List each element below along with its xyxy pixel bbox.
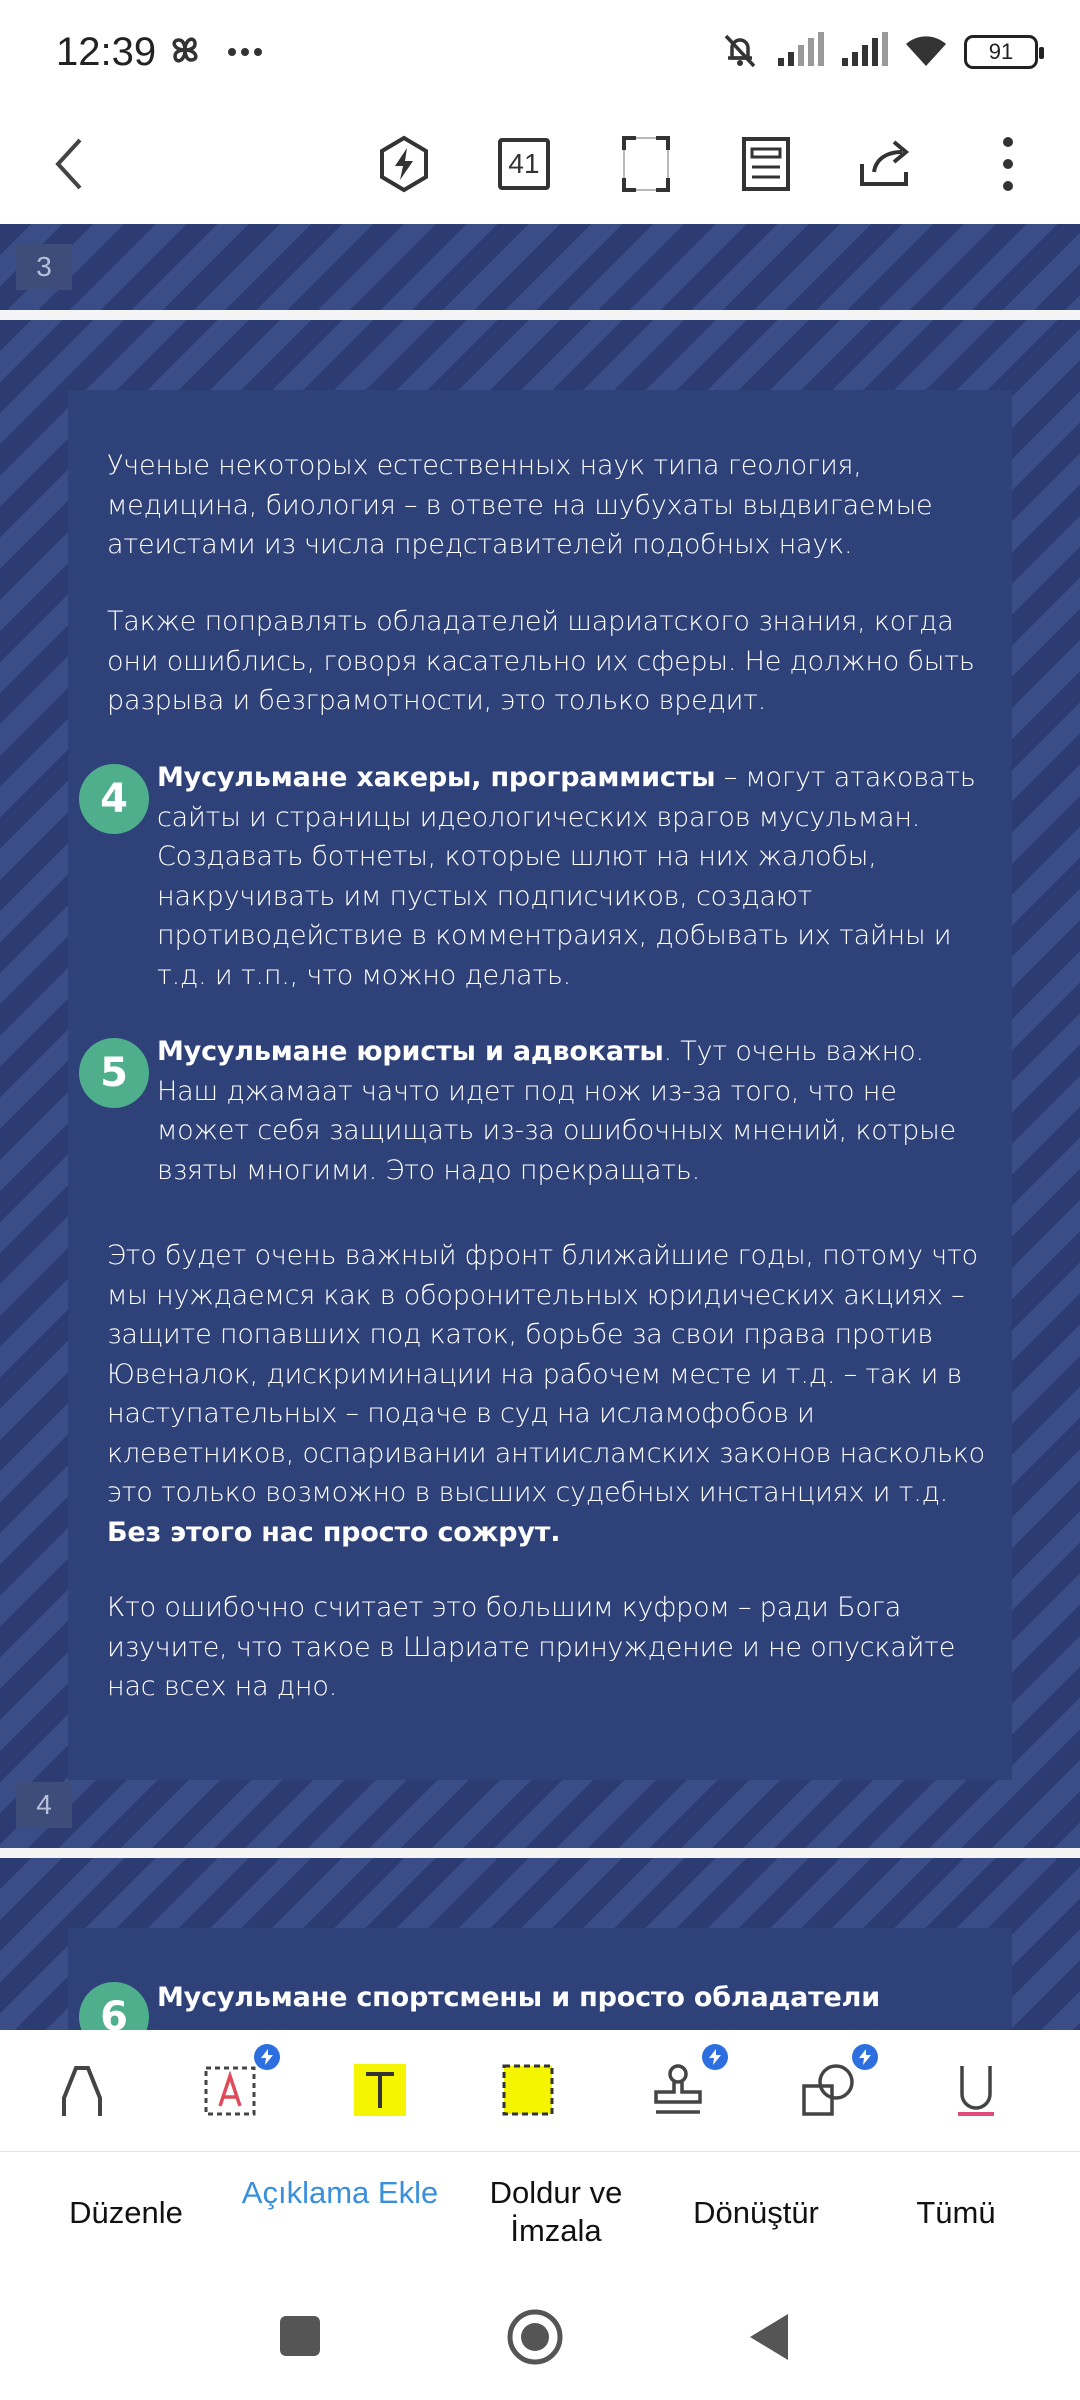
item-lawyers-title: Мусульмане юристы и адвокаты [157, 1036, 664, 1067]
underline-icon [946, 2060, 1006, 2120]
pen-tool-button[interactable] [42, 2050, 122, 2130]
item-hackers [157, 758, 987, 995]
page-separator [0, 310, 1080, 320]
page-4-number: 4 [16, 1782, 72, 1828]
back-button[interactable] [34, 128, 106, 200]
top-toolbar [0, 108, 1080, 224]
more-options-button[interactable] [972, 128, 1044, 200]
fullscreen-icon [620, 134, 672, 194]
tab-edit[interactable]: Düzenle [69, 2195, 183, 2230]
item-hackers-text: – могут атаковать сайты и страницы идеологических врагов мусульман. Создавать ботнеты, которые шлют на них жалобы, накручивать им пустых подписчиков, создают противодействие в комментраиях, добывать их тайны и т.д. и т.п., что можно делать. [157, 762, 976, 991]
item-number-6: 6 [79, 1982, 149, 2030]
fullscreen-button[interactable] [610, 128, 682, 200]
area-highlight-tool-button[interactable] [488, 2050, 568, 2130]
signal-2-icon [840, 32, 888, 72]
item-lawyers [157, 1032, 987, 1190]
status-time: 12:39 [56, 30, 157, 74]
pro-badge-icon [702, 2044, 728, 2070]
typewriter-icon [350, 2060, 410, 2120]
paragraph-kufr: Кто ошибочно считает это большим куфром – ради Бога изучите, что такое в Шариате принуждение и не опускайте нас всех на дно. [107, 1592, 956, 1702]
stamp-icon [648, 2060, 708, 2120]
stamp-tool-button[interactable] [638, 2050, 718, 2130]
home-button[interactable] [506, 2308, 564, 2370]
status-bar [0, 0, 1080, 108]
battery-level: 91 [988, 39, 1014, 64]
pro-badge-icon [254, 2044, 280, 2070]
paragraph-scientists: Ученые некоторых естественных наук типа геология, медицина, биология – в ответе на шубухаты выдвигаемые атеистами из числа представителей подобных наук. [107, 450, 933, 560]
tab-fill-sign[interactable]: Doldur ve İmzala [489, 2175, 623, 2248]
pinwheel-icon [165, 30, 205, 74]
wifi-icon [904, 32, 948, 72]
shapes-tool-button[interactable] [788, 2050, 868, 2130]
bottom-tab-bar [0, 2152, 1080, 2292]
item-hackers-title: Мусульмане хакеры, программисты [157, 762, 716, 793]
paragraph-correction: Также поправлять обладателей шариатского знания, когда они ошиблись, говоря касательно их сферы. Не должно быть разрыва и безграмотности, это только вредит. [107, 606, 975, 716]
battery-indicator [964, 35, 1038, 69]
share-icon [856, 138, 916, 190]
paragraph-front-bold: Без этого нас просто сожрут. [107, 1516, 561, 1548]
lightning-hexagon-icon [374, 134, 434, 194]
tab-all[interactable]: Tümü [916, 2195, 996, 2230]
quick-action-button[interactable] [368, 128, 440, 200]
system-back-button[interactable] [748, 2312, 790, 2366]
document-viewer[interactable] [0, 224, 1080, 2030]
triangle-back-icon [748, 2312, 790, 2362]
page-3-number: 3 [16, 244, 72, 290]
more-vertical-icon [1000, 136, 1016, 192]
area-highlight-icon [498, 2060, 558, 2120]
pro-badge-icon [852, 2044, 878, 2070]
share-button[interactable] [850, 128, 922, 200]
chevron-left-icon [50, 136, 90, 192]
signal-1-icon [776, 32, 824, 72]
text-box-tool-button[interactable] [190, 2050, 270, 2130]
shapes-icon [798, 2060, 858, 2120]
item-lawyers-text: . Тут очень важно. Наш джамаат чачто идет под нож из-за того, что не может себя защищать из-за ошибочных мнений, котрые взяты многими. Это надо прекращать. [157, 1036, 956, 1186]
item-athletes [157, 1978, 987, 2018]
item-athletes-title: Мусульмане спортсмены и просто обладатели [157, 1982, 880, 2013]
page-count-button[interactable] [488, 128, 560, 200]
square-icon [278, 2314, 322, 2358]
paragraph-front [107, 1236, 987, 1552]
mute-bell-icon [720, 30, 760, 74]
text-box-icon [200, 2060, 260, 2120]
annotation-toolbar [0, 2030, 1080, 2152]
paragraph-front-text: Это будет очень важный фронт ближайшие годы, потому что мы нуждаемся как в оборонительных юридических акциях – защите попавших под каток, борьбе за свои права против Ювеналок, дискриминации на рабочем месте и т.д. – так и в наступательных – подаче в суд на исламофобов и клеветников, оспаривании антиисламских законов насколько это только возможно в высших судебных инстанциях и т.д. [107, 1240, 985, 1508]
pen-icon [54, 2060, 110, 2120]
home-circle-icon [506, 2308, 564, 2366]
document-view-icon [740, 135, 792, 193]
page-count: 41 [498, 138, 550, 190]
page-3-bottom [0, 224, 1080, 310]
item-number-5: 5 [79, 1038, 149, 1108]
underline-tool-button[interactable] [936, 2050, 1016, 2130]
tab-annotate[interactable]: Açıklama Ekle [241, 2175, 439, 2210]
page-separator [0, 1848, 1080, 1858]
recents-button[interactable] [278, 2314, 322, 2362]
system-navigation-bar [0, 2292, 1080, 2400]
more-notifications-icon [227, 43, 263, 62]
tab-convert[interactable]: Dönüştür [693, 2195, 819, 2230]
view-mode-button[interactable] [730, 128, 802, 200]
item-number-4: 4 [79, 764, 149, 834]
typewriter-tool-button[interactable] [340, 2050, 420, 2130]
